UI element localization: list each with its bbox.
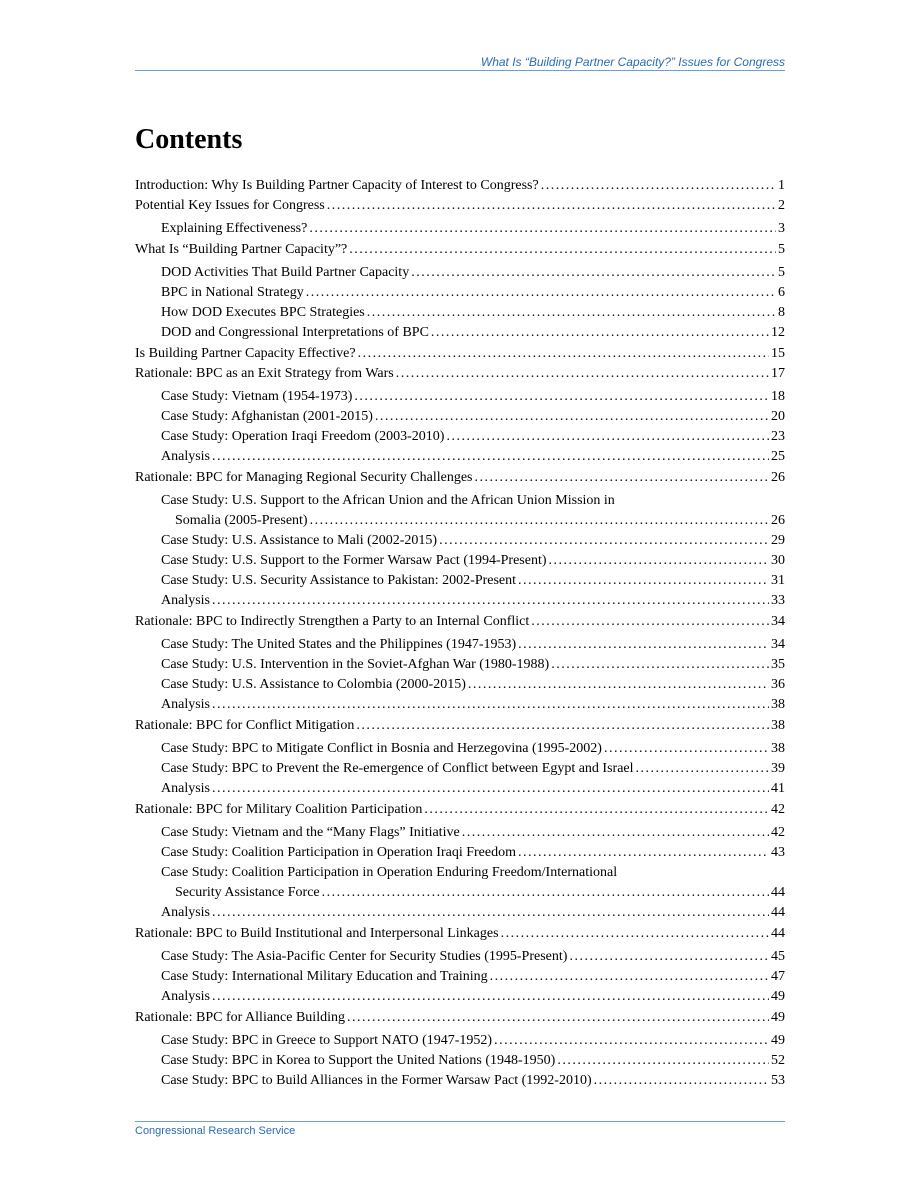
toc-entry-title-continued: Somalia (2005-Present) (175, 513, 308, 528)
toc-leader-dots (462, 823, 769, 843)
toc-entry-title: Case Study: Vietnam and the “Many Flags” Initiative (161, 825, 460, 840)
toc-leader-dots (424, 801, 769, 819)
toc-entry-title: Analysis (161, 697, 210, 712)
toc-page-number: 1 (778, 178, 785, 193)
toc-leader-dots (490, 967, 769, 987)
toc-entry-title: Rationale: BPC for Conflict Mitigation (135, 718, 355, 733)
toc-leader-dots (354, 387, 769, 407)
toc-page-number: 6 (778, 285, 785, 300)
toc-entry-title: Case Study: Coalition Participation in Operation Enduring Freedom/International (161, 865, 618, 880)
toc-entry-title: Rationale: BPC to Build Institutional and Interpersonal Linkages (135, 926, 499, 941)
toc-entry-subsection[interactable] (135, 323, 785, 343)
toc-entry-title: Case Study: Operation Iraqi Freedom (2003-2010) (161, 429, 445, 444)
toc-entry-subsection[interactable] (135, 759, 785, 779)
toc-entry-title: Analysis (161, 593, 210, 608)
toc-entry-subsection[interactable] (135, 987, 785, 1007)
toc-leader-dots (636, 759, 769, 779)
toc-entry-title: Case Study: U.S. Assistance to Colombia (2000-2015) (161, 677, 466, 692)
toc-page-number: 31 (771, 573, 785, 588)
toc-entry-section[interactable] (135, 197, 785, 215)
toc-entry-section[interactable] (135, 801, 785, 819)
toc-entry-title: Case Study: BPC to Mitigate Conflict in Bosnia and Herzegovina (1995-2002) (161, 741, 602, 756)
toc-entry-title: Rationale: BPC for Managing Regional Security Challenges (135, 470, 473, 485)
toc-entry-continuation (161, 511, 785, 531)
toc-leader-dots (411, 263, 776, 283)
toc-leader-dots (494, 1031, 769, 1051)
toc-leader-dots (212, 987, 769, 1007)
toc-entry-section[interactable] (135, 345, 785, 363)
toc-entry-subsection[interactable] (135, 655, 785, 675)
toc-leader-dots (375, 407, 769, 427)
toc-entry-title: DOD and Congressional Interpretations of BPC (161, 325, 429, 340)
toc-entry-title: Rationale: BPC to Indirectly Strengthen a Party to an Internal Conflict (135, 614, 530, 629)
toc-page-number: 23 (771, 429, 785, 444)
toc-leader-dots (347, 1009, 769, 1027)
toc-entry-title: Case Study: BPC to Build Alliances in the Former Warsaw Pact (1992-2010) (161, 1073, 592, 1088)
toc-entry-subsection[interactable] (135, 283, 785, 303)
toc-entry-continuation (161, 883, 785, 903)
toc-leader-dots (549, 551, 769, 571)
toc-leader-dots (349, 241, 776, 259)
toc-entry-subsection[interactable] (135, 303, 785, 323)
toc-page-number: 36 (771, 677, 785, 692)
toc-entry-section[interactable] (135, 241, 785, 259)
toc-page-number: 49 (771, 1010, 785, 1025)
toc-entry-section[interactable] (135, 1009, 785, 1027)
toc-leader-dots (531, 613, 769, 631)
toc-leader-dots (356, 717, 769, 735)
toc-page-number: 38 (771, 741, 785, 756)
toc-leader-dots (396, 365, 769, 383)
toc-entry-subsection[interactable] (135, 967, 785, 987)
toc-entry-title: Case Study: Vietnam (1954-1973) (161, 389, 353, 404)
toc-entry-subsection[interactable] (135, 823, 785, 843)
toc-leader-dots (439, 531, 769, 551)
toc-leader-dots (501, 925, 769, 943)
toc-page-number: 43 (771, 845, 785, 860)
toc-entry-title: Case Study: U.S. Intervention in the Soviet-Afghan War (1980-1988) (161, 657, 550, 672)
toc-entry-title-continued: Security Assistance Force (175, 885, 320, 900)
toc-page-number: 53 (771, 1073, 785, 1088)
toc-entry-subsection[interactable] (135, 447, 785, 467)
toc-leader-dots (309, 219, 776, 239)
toc-entry-subsection[interactable] (135, 843, 785, 863)
toc-page-number: 5 (778, 265, 785, 280)
toc-entry-title: BPC in National Strategy (161, 285, 304, 300)
toc-page-number: 3 (778, 221, 785, 236)
toc-entry-title: Analysis (161, 905, 210, 920)
toc-entry-subsection[interactable] (135, 219, 785, 239)
toc-entry-title: Case Study: The United States and the Philippines (1947-1953) (161, 637, 517, 652)
toc-entry-section[interactable] (135, 365, 785, 383)
toc-leader-dots (518, 843, 769, 863)
toc-page-number: 42 (771, 825, 785, 840)
toc-leader-dots (358, 345, 769, 363)
toc-leader-dots (446, 427, 769, 447)
toc-entry-title: Analysis (161, 989, 210, 1004)
toc-leader-dots (212, 695, 769, 715)
toc-page-number: 25 (771, 449, 785, 464)
toc-entry[interactable] (135, 491, 785, 531)
toc-entry-subsection[interactable] (135, 571, 785, 591)
toc-entry-title: Rationale: BPC as an Exit Strategy from Wars (135, 366, 394, 381)
toc-entry-subsection[interactable] (135, 1031, 785, 1051)
toc-entry-subsection[interactable] (135, 551, 785, 571)
toc-entry-title: Case Study: Afghanistan (2001-2015) (161, 409, 373, 424)
toc-page-number: 29 (771, 533, 785, 548)
toc-entry-section[interactable] (135, 717, 785, 735)
toc-entry-title: Case Study: BPC in Greece to Support NATO (1947-1952) (161, 1033, 493, 1048)
toc-entry-title: Is Building Partner Capacity Effective? (135, 346, 356, 361)
toc-entry-title: Case Study: BPC to Prevent the Re-emergence of Conflict between Egypt and Israel (161, 761, 634, 776)
toc-entry-subsection[interactable] (135, 903, 785, 923)
toc-page-number: 8 (778, 305, 785, 320)
toc-page-number: 26 (771, 513, 785, 528)
toc-entry-subsection[interactable] (135, 695, 785, 715)
toc-page-number: 26 (771, 470, 785, 485)
toc-leader-dots (569, 947, 769, 967)
toc-page-number: 42 (771, 802, 785, 817)
toc-leader-dots (518, 635, 769, 655)
toc-leader-dots (518, 571, 769, 591)
running-footer: Congressional Research Service (135, 1121, 785, 1137)
toc-page-number: 34 (771, 614, 785, 629)
toc-entry-title: Case Study: U.S. Security Assistance to Pakistan: 2002-Present (161, 573, 517, 588)
toc-page-number: 17 (771, 366, 785, 381)
toc-page-number: 44 (771, 926, 785, 941)
toc-page-number: 15 (771, 346, 785, 361)
toc-entry-title: Case Study: BPC in Korea to Support the United Nations (1948-1950) (161, 1053, 556, 1068)
toc-entry[interactable] (135, 863, 785, 903)
toc-entry-subsection[interactable] (135, 739, 785, 759)
toc-entry-title: Case Study: Coalition Participation in Operation Iraqi Freedom (161, 845, 516, 860)
toc-page-number: 47 (771, 969, 785, 984)
toc-entry-title: DOD Activities That Build Partner Capacity (161, 265, 410, 280)
toc-page-number: 12 (771, 325, 785, 340)
toc-entry-subsection[interactable] (135, 1051, 785, 1071)
toc-entry-title: Rationale: BPC for Military Coalition Participation (135, 802, 423, 817)
toc-entry-subsection[interactable] (135, 263, 785, 283)
toc-leader-dots (310, 511, 769, 531)
toc-entry-subsection[interactable] (135, 427, 785, 447)
toc-leader-dots (212, 447, 769, 467)
toc-page-number: 38 (771, 697, 785, 712)
toc-leader-dots (212, 779, 769, 799)
toc-entry-title: Introduction: Why Is Building Partner Capacity of Interest to Congress? (135, 178, 539, 193)
toc-entry-title: Rationale: BPC for Alliance Building (135, 1010, 345, 1025)
toc-entry-section[interactable] (135, 177, 785, 195)
toc-leader-dots (475, 469, 770, 487)
toc-entry-title: Analysis (161, 781, 210, 796)
toc-entry-subsection[interactable] (135, 779, 785, 799)
toc-entry-section[interactable] (135, 925, 785, 943)
toc-leader-dots (594, 1071, 769, 1091)
toc-leader-dots (322, 883, 769, 903)
toc-page-number: 38 (771, 718, 785, 733)
toc-leader-dots (431, 323, 769, 343)
toc-page-number: 2 (778, 198, 785, 213)
toc-page-number: 33 (771, 593, 785, 608)
toc-page-number: 49 (771, 989, 785, 1004)
toc-leader-dots (367, 303, 776, 323)
toc-page-number: 41 (771, 781, 785, 796)
toc-entry-title: Explaining Effectiveness? (161, 221, 308, 236)
toc-entry-title: What Is “Building Partner Capacity”? (135, 242, 348, 257)
toc-leader-dots (604, 739, 769, 759)
toc-entry-title: Case Study: U.S. Assistance to Mali (2002-2015) (161, 533, 438, 548)
toc-entry-subsection[interactable] (135, 407, 785, 427)
toc-entry-title: How DOD Executes BPC Strategies (161, 305, 365, 320)
toc-leader-dots (541, 177, 776, 195)
toc-page-number: 5 (778, 242, 785, 257)
toc-page-number: 35 (771, 657, 785, 672)
toc-page-number: 44 (771, 905, 785, 920)
toc-leader-dots (212, 903, 769, 923)
toc-leader-dots (306, 283, 776, 303)
toc-page-number: 44 (771, 885, 785, 900)
toc-entry-title: Analysis (161, 449, 210, 464)
toc-leader-dots (468, 675, 769, 695)
toc-entry-section[interactable] (135, 613, 785, 631)
toc-leader-dots (327, 197, 776, 215)
toc-page-number: 45 (771, 949, 785, 964)
toc-entry-subsection[interactable] (135, 531, 785, 551)
toc-entry-subsection[interactable] (135, 947, 785, 967)
toc-entry-title: Case Study: U.S. Support to the African Union and the African Union Mission in (161, 493, 615, 508)
table-of-contents (135, 175, 785, 1091)
toc-page-number: 49 (771, 1033, 785, 1048)
toc-entry-subsection[interactable] (135, 675, 785, 695)
toc-leader-dots (551, 655, 769, 675)
toc-entry-title: Case Study: International Military Education and Training (161, 969, 488, 984)
toc-entry-title: Case Study: The Asia-Pacific Center for Security Studies (1995-Present) (161, 949, 568, 964)
toc-page-number: 52 (771, 1053, 785, 1068)
toc-leader-dots (212, 591, 769, 611)
toc-entry-subsection[interactable] (135, 591, 785, 611)
toc-page-number: 34 (771, 637, 785, 652)
toc-entry-section[interactable] (135, 469, 785, 487)
toc-entry-subsection[interactable] (135, 387, 785, 407)
toc-entry-subsection[interactable] (135, 1071, 785, 1091)
toc-page-number: 20 (771, 409, 785, 424)
page-title: Contents (135, 124, 243, 155)
running-header: What Is “Building Partner Capacity?” Issues for Congress (135, 56, 785, 71)
toc-entry-title: Case Study: U.S. Support to the Former Warsaw Pact (1994-Present) (161, 553, 547, 568)
toc-leader-dots (557, 1051, 769, 1071)
toc-page-number: 30 (771, 553, 785, 568)
toc-entry-title: Potential Key Issues for Congress (135, 198, 325, 213)
toc-entry-subsection[interactable] (135, 635, 785, 655)
toc-page-number: 39 (771, 761, 785, 776)
toc-page-number: 18 (771, 389, 785, 404)
